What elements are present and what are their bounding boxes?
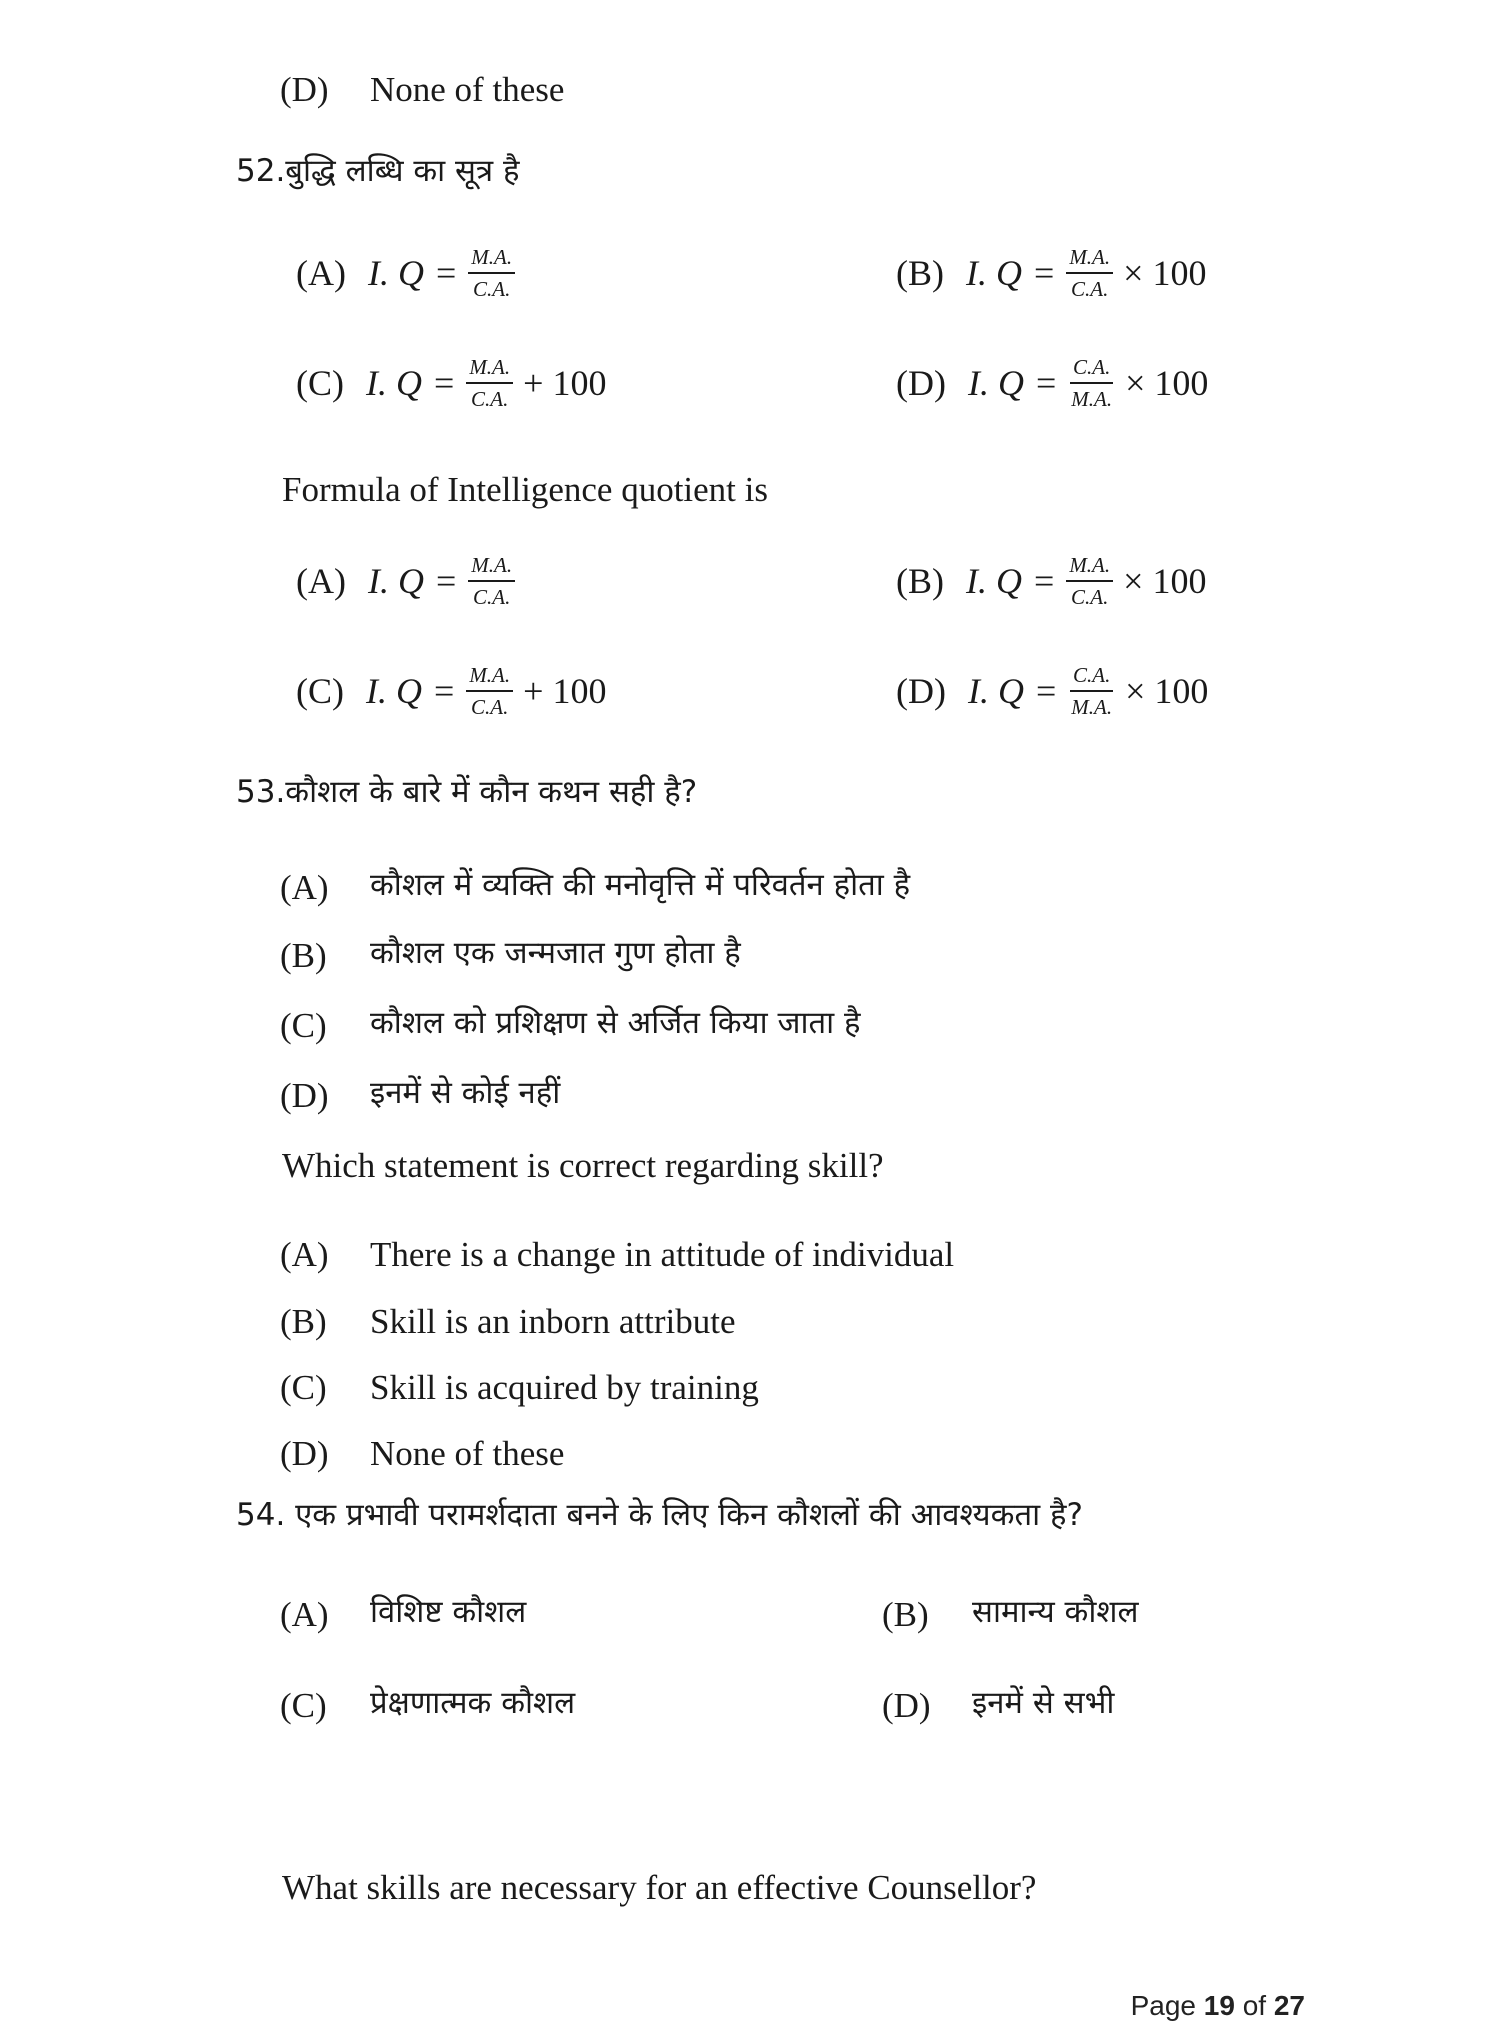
option-label: (A) — [296, 253, 346, 294]
option-text: प्रेक्षणात्मक कौशल — [370, 1685, 576, 1721]
option-label: (C) — [296, 671, 344, 712]
option-text: कौशल को प्रशिक्षण से अर्जित किया जाता है — [370, 1005, 861, 1041]
fraction-numerator: C.A. — [1070, 355, 1113, 384]
equals-sign: = — [1034, 253, 1055, 294]
formula-tail: + 100 — [523, 671, 607, 712]
option-label: (A) — [296, 561, 346, 602]
q52-english-option-d — [896, 663, 1208, 719]
fraction — [1066, 245, 1113, 301]
q52-hindi-option-b — [896, 245, 1206, 301]
q52-hindi-option-a — [296, 245, 525, 301]
fraction-numerator: M.A. — [466, 663, 513, 692]
formula-lhs: I. Q — [366, 363, 422, 404]
option-label: (C) — [280, 1006, 327, 1045]
option-label: (B) — [882, 1595, 929, 1634]
equals-sign: = — [435, 561, 457, 602]
q52-english-option-b — [896, 553, 1206, 609]
option-label: (D) — [896, 671, 946, 712]
fraction-numerator: M.A. — [468, 245, 515, 274]
question-53-english: Which statement is correct regarding skill? — [282, 1146, 884, 1185]
option-text: None of these — [370, 1434, 565, 1473]
option-text: इनमें से कोई नहीं — [370, 1075, 561, 1111]
formula-tail: × 100 — [1125, 363, 1209, 404]
option-label: (C) — [280, 1368, 327, 1407]
formula-lhs: I. Q — [367, 561, 424, 602]
option-text: इनमें से सभी — [972, 1685, 1115, 1721]
fraction-numerator: M.A. — [468, 553, 515, 582]
fraction — [1068, 663, 1115, 719]
equals-sign: = — [1035, 671, 1057, 712]
question-54-hindi: 54. एक प्रभावी परामर्शदाता बनने के लिए किन कौशलों की आवश्यकता है? — [236, 1497, 1083, 1533]
formula-tail: × 100 — [1125, 671, 1209, 712]
fraction-numerator: M.A. — [1066, 245, 1113, 274]
question-53-hindi: 53.कौशल के बारे में कौन कथन सही है? — [236, 774, 698, 810]
option-label: (A) — [280, 1235, 329, 1274]
fraction-denominator: M.A. — [1071, 387, 1113, 412]
fraction — [1068, 355, 1115, 411]
fraction-numerator: M.A. — [466, 355, 513, 384]
option-label: (A) — [280, 868, 329, 907]
formula-lhs: I. Q — [967, 363, 1024, 404]
total-pages: 27 — [1273, 1990, 1305, 2021]
fraction-denominator: C.A. — [473, 277, 511, 302]
fraction — [466, 663, 513, 719]
equals-sign: = — [434, 363, 455, 404]
option-label: (B) — [896, 253, 944, 294]
fraction-denominator: M.A. — [1071, 695, 1113, 720]
fraction — [466, 355, 513, 411]
q52-hindi-option-d — [896, 355, 1208, 411]
formula-tail: × 100 — [1123, 253, 1207, 294]
option-text: None of these — [370, 70, 565, 109]
formula-lhs: I. Q — [967, 671, 1024, 712]
question-54-english: What skills are necessary for an effective Counsellor? — [282, 1868, 1037, 1907]
fraction-denominator: C.A. — [1071, 585, 1109, 610]
question-52-hindi: 52.बुद्धि लब्धि का सूत्र है — [236, 153, 520, 189]
fraction-denominator: C.A. — [473, 585, 511, 610]
option-label: (B) — [280, 936, 327, 975]
option-text: There is a change in attitude of individual — [370, 1235, 955, 1274]
formula-lhs: I. Q — [966, 253, 1022, 294]
formula-tail: + 100 — [523, 363, 607, 404]
page-number — [1131, 1990, 1305, 2022]
option-label: (D) — [882, 1686, 931, 1725]
option-label: (B) — [280, 1302, 327, 1341]
option-text: कौशल एक जन्मजात गुण होता है — [370, 935, 741, 971]
fraction-numerator: M.A. — [1066, 553, 1113, 582]
fraction — [468, 553, 515, 609]
formula-tail: × 100 — [1123, 561, 1207, 602]
formula-lhs: I. Q — [367, 253, 424, 294]
option-label: (C) — [280, 1686, 327, 1725]
option-label: (D) — [280, 70, 329, 109]
page-prefix: Page — [1130, 1990, 1196, 2021]
fraction-numerator: C.A. — [1070, 663, 1113, 692]
equals-sign: = — [435, 253, 457, 294]
formula-lhs: I. Q — [366, 671, 422, 712]
option-label: (D) — [280, 1434, 329, 1473]
option-text: सामान्य कौशल — [972, 1594, 1139, 1630]
q52-english-option-c — [296, 663, 606, 719]
option-label: (A) — [280, 1595, 329, 1634]
option-text: Skill is acquired by training — [370, 1368, 759, 1407]
fraction — [1066, 553, 1113, 609]
formula-lhs: I. Q — [966, 561, 1022, 602]
option-label: (B) — [896, 561, 944, 602]
fraction-denominator: C.A. — [471, 695, 509, 720]
option-label: (D) — [280, 1076, 329, 1115]
equals-sign: = — [434, 671, 455, 712]
question-52-english: Formula of Intelligence quotient is — [282, 470, 769, 509]
q52-hindi-option-c — [296, 355, 606, 411]
equals-sign: = — [1034, 561, 1055, 602]
option-text: Skill is an inborn attribute — [370, 1302, 736, 1341]
option-text: कौशल में व्यक्ति की मनोवृत्ति में परिवर्तन होता है — [370, 867, 911, 903]
option-text: विशिष्ट कौशल — [370, 1594, 527, 1630]
q52-english-option-a — [296, 553, 525, 609]
option-label: (C) — [296, 363, 344, 404]
current-page: 19 — [1203, 1990, 1235, 2021]
equals-sign: = — [1035, 363, 1057, 404]
option-label: (D) — [896, 363, 946, 404]
page-of: of — [1242, 1990, 1267, 2021]
fraction-denominator: C.A. — [1071, 277, 1109, 302]
fraction-denominator: C.A. — [471, 387, 509, 412]
fraction — [468, 245, 515, 301]
